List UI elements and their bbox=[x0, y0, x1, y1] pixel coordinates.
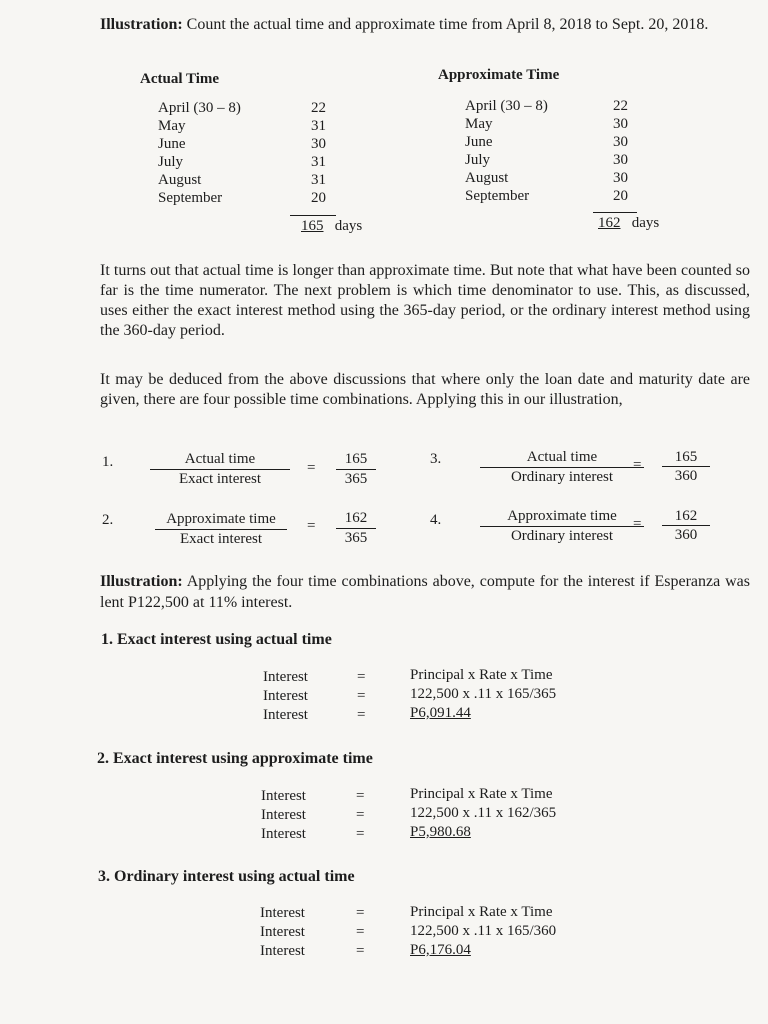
calc-equals: = bbox=[356, 943, 365, 959]
actual-time-heading: Actual Time bbox=[140, 71, 220, 87]
section-2-lhs bbox=[261, 787, 306, 844]
equals-sign: = bbox=[307, 518, 316, 534]
calc-lhs: Interest bbox=[260, 905, 305, 921]
combo-number: 4. bbox=[430, 512, 442, 528]
combo-numerator-label: Actual time bbox=[184, 451, 256, 467]
combo-numerator-value: 162 bbox=[674, 508, 698, 524]
combo-denominator-value: 360 bbox=[674, 527, 698, 543]
calc-lhs: Interest bbox=[263, 669, 308, 685]
approx-total-rule bbox=[593, 212, 637, 213]
actual-month: July bbox=[158, 154, 184, 170]
calc-equals: = bbox=[357, 707, 366, 723]
illustration-2-label: Illustration: bbox=[100, 573, 183, 590]
fraction-bar bbox=[336, 469, 376, 470]
approx-months-list bbox=[465, 97, 548, 205]
combo-denominator-value: 365 bbox=[344, 530, 368, 546]
combo-denominator-value: 360 bbox=[674, 468, 698, 484]
actual-days: 22 bbox=[311, 100, 326, 116]
illustration-2-paragraph bbox=[100, 571, 750, 613]
combo-numerator-value: 165 bbox=[674, 449, 698, 465]
section-3-lhs bbox=[260, 904, 305, 961]
actual-total-unit: days bbox=[334, 218, 363, 234]
combo-denominator-value: 365 bbox=[344, 471, 368, 487]
combo-numerator-label: Approximate time bbox=[166, 511, 276, 527]
calc-lhs: Interest bbox=[260, 943, 305, 959]
calc-substitution: 122,500 x .11 x 165/360 bbox=[410, 923, 557, 939]
section-title-exact-actual: 1. Exact interest using actual time bbox=[101, 631, 332, 648]
section-title-ordinary-actual: 3. Ordinary interest using actual time bbox=[98, 868, 355, 885]
combo-denominator-label: Exact interest bbox=[178, 471, 262, 487]
calc-formula: Principal x Rate x Time bbox=[410, 786, 553, 802]
actual-days-list bbox=[296, 99, 326, 207]
intro-label: Illustration: bbox=[100, 16, 183, 33]
actual-total-value: 165 bbox=[301, 218, 324, 234]
calc-formula: Principal x Rate x Time bbox=[410, 904, 553, 920]
calc-lhs: Interest bbox=[261, 826, 306, 842]
actual-total-rule bbox=[290, 215, 336, 216]
calc-result: P6,091.44 bbox=[410, 705, 471, 721]
combo-denominator-label: Exact interest bbox=[179, 531, 263, 547]
section-1-lhs bbox=[263, 668, 308, 725]
actual-month: May bbox=[158, 118, 186, 134]
calc-lhs: Interest bbox=[260, 924, 305, 940]
calc-lhs: Interest bbox=[261, 807, 306, 823]
section-3-rhs bbox=[410, 903, 556, 960]
combo-numerator-value: 165 bbox=[344, 451, 368, 467]
calc-formula: Principal x Rate x Time bbox=[410, 667, 553, 683]
section-3-eq bbox=[356, 904, 364, 961]
calc-lhs: Interest bbox=[263, 707, 308, 723]
approx-days: 30 bbox=[613, 134, 628, 150]
paragraph-actual-vs-approximate: It turns out that actual time is longer than approximate time. But note that what have been counted so far is the time numerator. The next problem is which time denominator to use. This, as discussed, uses either the exact interest method using the 365-day period, or the ordinary interest method using the 360-day period. bbox=[100, 262, 750, 339]
intro-text: Count the actual time and approximate time from April 8, 2018 to Sept. 20, 2018. bbox=[186, 16, 709, 33]
calc-equals: = bbox=[357, 669, 366, 685]
approx-days-list bbox=[598, 97, 628, 205]
actual-days: 30 bbox=[311, 136, 326, 152]
actual-days: 31 bbox=[311, 118, 326, 134]
illustration-2-text: Applying the four time combinations above, compute for the interest if Esperanza was lent P122,500 at 11% interest. bbox=[100, 573, 751, 611]
intro-paragraph bbox=[100, 14, 760, 35]
actual-months-list bbox=[158, 99, 241, 207]
actual-days: 20 bbox=[311, 190, 326, 206]
approx-month: July bbox=[465, 152, 491, 168]
combo-denominator-label: Ordinary interest bbox=[510, 469, 614, 485]
approx-total bbox=[598, 215, 659, 232]
calc-equals: = bbox=[356, 905, 365, 921]
calc-equals: = bbox=[356, 807, 365, 823]
equals-sign: = bbox=[633, 516, 642, 532]
paragraph-time-combinations: It may be deduced from the above discussions that where only the loan date and maturity date are given, there are four possible time combinations. Applying this in our illustration, bbox=[100, 371, 750, 408]
calc-result: P5,980.68 bbox=[410, 824, 471, 840]
combo-denominator-label: Ordinary interest bbox=[510, 528, 614, 544]
approx-total-unit: days bbox=[631, 215, 660, 231]
calc-equals: = bbox=[357, 688, 366, 704]
fraction-bar bbox=[480, 467, 644, 468]
calc-result: P6,176.04 bbox=[410, 942, 471, 958]
actual-days: 31 bbox=[311, 154, 326, 170]
section-1-rhs bbox=[410, 666, 556, 723]
approx-days: 30 bbox=[613, 152, 628, 168]
approx-month: May bbox=[465, 116, 493, 132]
approx-days: 22 bbox=[613, 98, 628, 114]
calc-equals: = bbox=[356, 826, 365, 842]
approx-total-value: 162 bbox=[598, 215, 621, 231]
calc-equals: = bbox=[356, 788, 365, 804]
calc-substitution: 122,500 x .11 x 165/365 bbox=[410, 686, 557, 702]
calc-equals: = bbox=[356, 924, 365, 940]
approx-days: 20 bbox=[613, 188, 628, 204]
equals-sign: = bbox=[307, 460, 316, 476]
section-2-eq bbox=[356, 787, 364, 844]
section-2-rhs bbox=[410, 785, 556, 842]
actual-month: June bbox=[158, 136, 186, 152]
combo-number: 1. bbox=[102, 454, 114, 470]
approx-days: 30 bbox=[613, 170, 628, 186]
fraction-bar bbox=[662, 466, 710, 467]
fraction-bar bbox=[150, 469, 290, 470]
fraction-bar bbox=[480, 526, 644, 527]
combo-number: 3. bbox=[430, 451, 442, 467]
actual-month: April (30 – 8) bbox=[158, 100, 241, 116]
actual-total bbox=[301, 218, 362, 235]
section-title-exact-approximate: 2. Exact interest using approximate time bbox=[97, 750, 373, 767]
calc-lhs: Interest bbox=[261, 788, 306, 804]
fraction-bar bbox=[662, 525, 710, 526]
fraction-bar bbox=[336, 528, 376, 529]
approx-month: August bbox=[465, 170, 509, 186]
calc-substitution: 122,500 x .11 x 162/365 bbox=[410, 805, 557, 821]
actual-days: 31 bbox=[311, 172, 326, 188]
fraction-bar bbox=[155, 529, 287, 530]
section-1-eq bbox=[357, 668, 365, 725]
combo-number: 2. bbox=[102, 512, 114, 528]
approx-month: June bbox=[465, 134, 493, 150]
approx-days: 30 bbox=[613, 116, 628, 132]
equals-sign: = bbox=[633, 457, 642, 473]
actual-month: September bbox=[158, 190, 223, 206]
combo-numerator-value: 162 bbox=[344, 510, 368, 526]
combo-numerator-label: Approximate time bbox=[507, 508, 617, 524]
combo-numerator-label: Actual time bbox=[526, 449, 598, 465]
approx-time-heading: Approximate Time bbox=[438, 67, 560, 83]
calc-lhs: Interest bbox=[263, 688, 308, 704]
actual-month: August bbox=[158, 172, 202, 188]
approx-month: September bbox=[465, 188, 530, 204]
approx-month: April (30 – 8) bbox=[465, 98, 548, 114]
